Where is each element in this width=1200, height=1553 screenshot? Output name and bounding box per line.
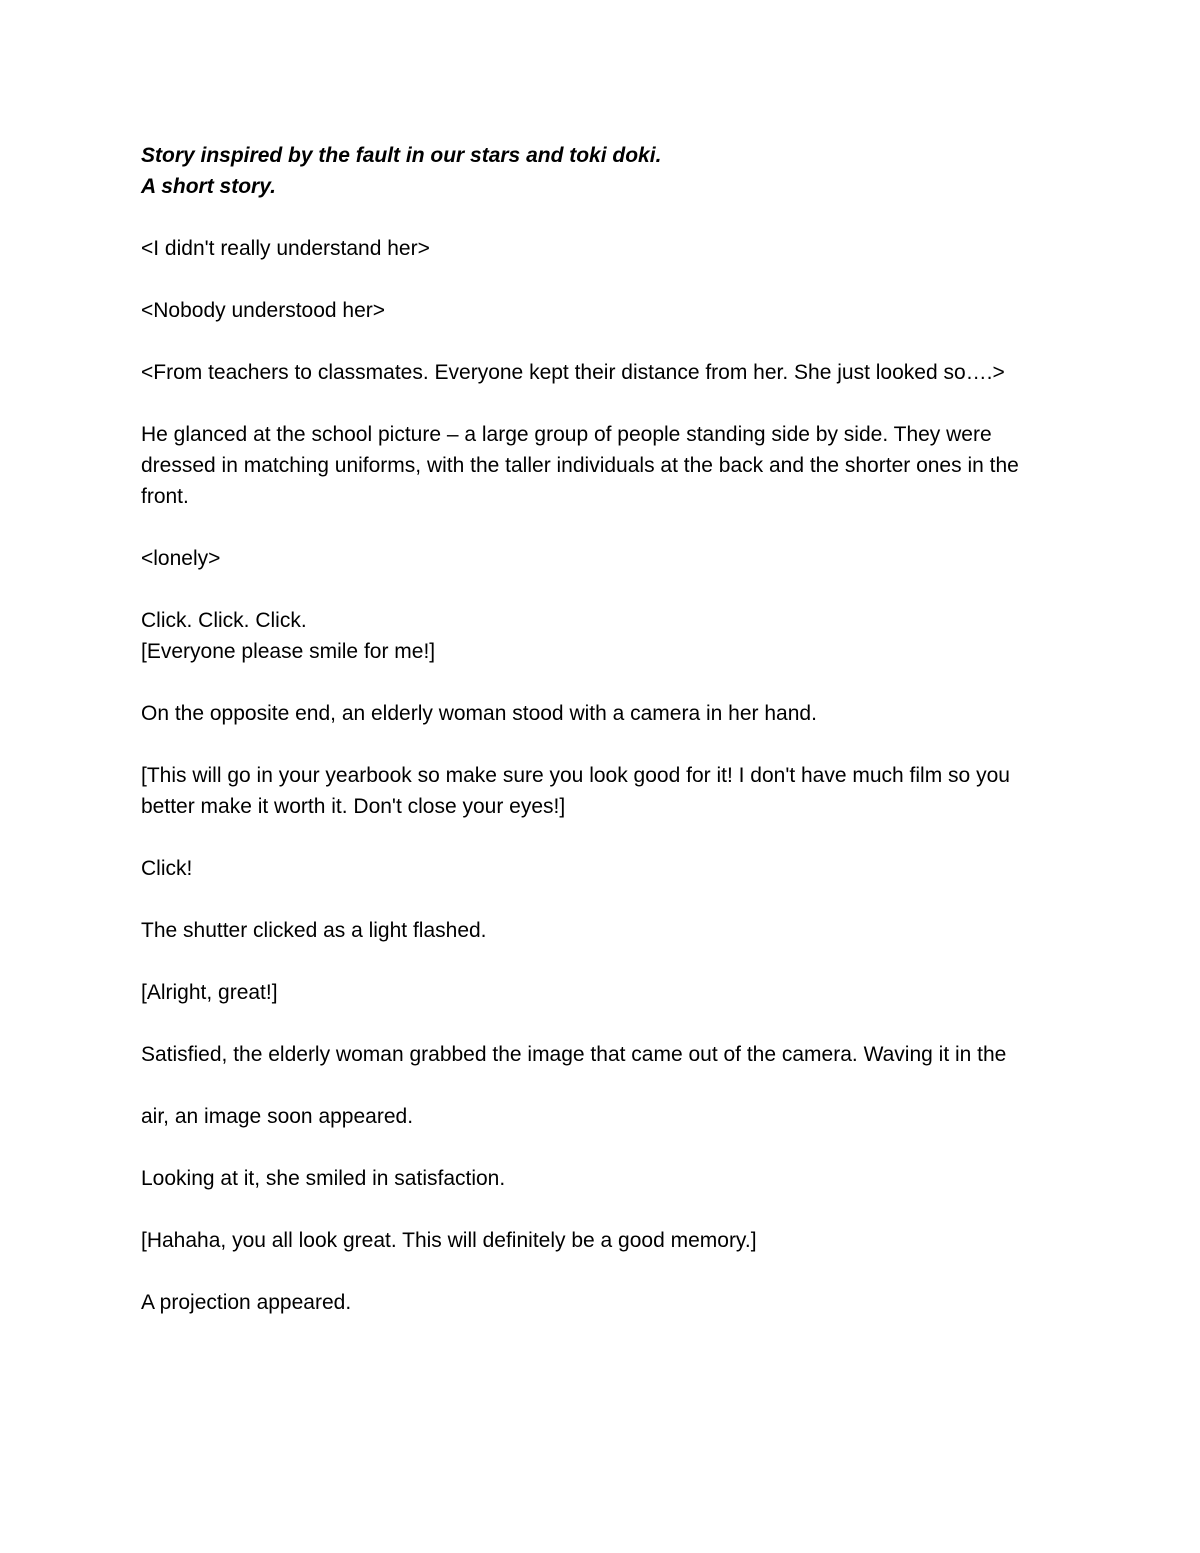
paragraph: [This will go in your yearbook so make sure you look good for it! I don't have much film so you better make it worth it. Don't close your eyes!] bbox=[141, 764, 1016, 818]
paragraph: [Hahaha, you all look great. This will definitely be a good memory.] bbox=[141, 1229, 757, 1252]
paragraph: He glanced at the school picture – a large group of people standing side by side. They were dressed in matching uniforms, with the taller individuals at the back and the shorter ones in the front. bbox=[141, 423, 1025, 508]
paragraph: <lonely> bbox=[141, 547, 221, 570]
paragraph: A projection appeared. bbox=[141, 1291, 352, 1314]
paragraph: Looking at it, she smiled in satisfaction. bbox=[141, 1167, 506, 1190]
paragraph: Click! bbox=[141, 857, 193, 880]
click-line-2: [Everyone please smile for me!] bbox=[141, 640, 436, 663]
story-title bbox=[141, 140, 1056, 202]
paragraph: Satisfied, the elderly woman grabbed the image that came out of the camera. Waving it in the bbox=[141, 1043, 1007, 1066]
click-block bbox=[141, 605, 1056, 667]
paragraph: <From teachers to classmates. Everyone kept their distance from her. She just looked so….> bbox=[141, 361, 1005, 384]
paragraph: The shutter clicked as a light flashed. bbox=[141, 919, 487, 942]
title-line-1: Story inspired by the fault in our stars and toki doki. bbox=[141, 144, 662, 167]
click-line-1: Click. Click. Click. bbox=[141, 609, 307, 632]
paragraph: On the opposite end, an elderly woman stood with a camera in her hand. bbox=[141, 702, 817, 725]
paragraph: <I didn't really understand her> bbox=[141, 237, 430, 260]
paragraph: air, an image soon appeared. bbox=[141, 1105, 414, 1128]
title-line-2: A short story. bbox=[141, 175, 276, 198]
paragraph: [Alright, great!] bbox=[141, 981, 278, 1004]
paragraph: <Nobody understood her> bbox=[141, 299, 386, 322]
document-body bbox=[141, 140, 1056, 1349]
